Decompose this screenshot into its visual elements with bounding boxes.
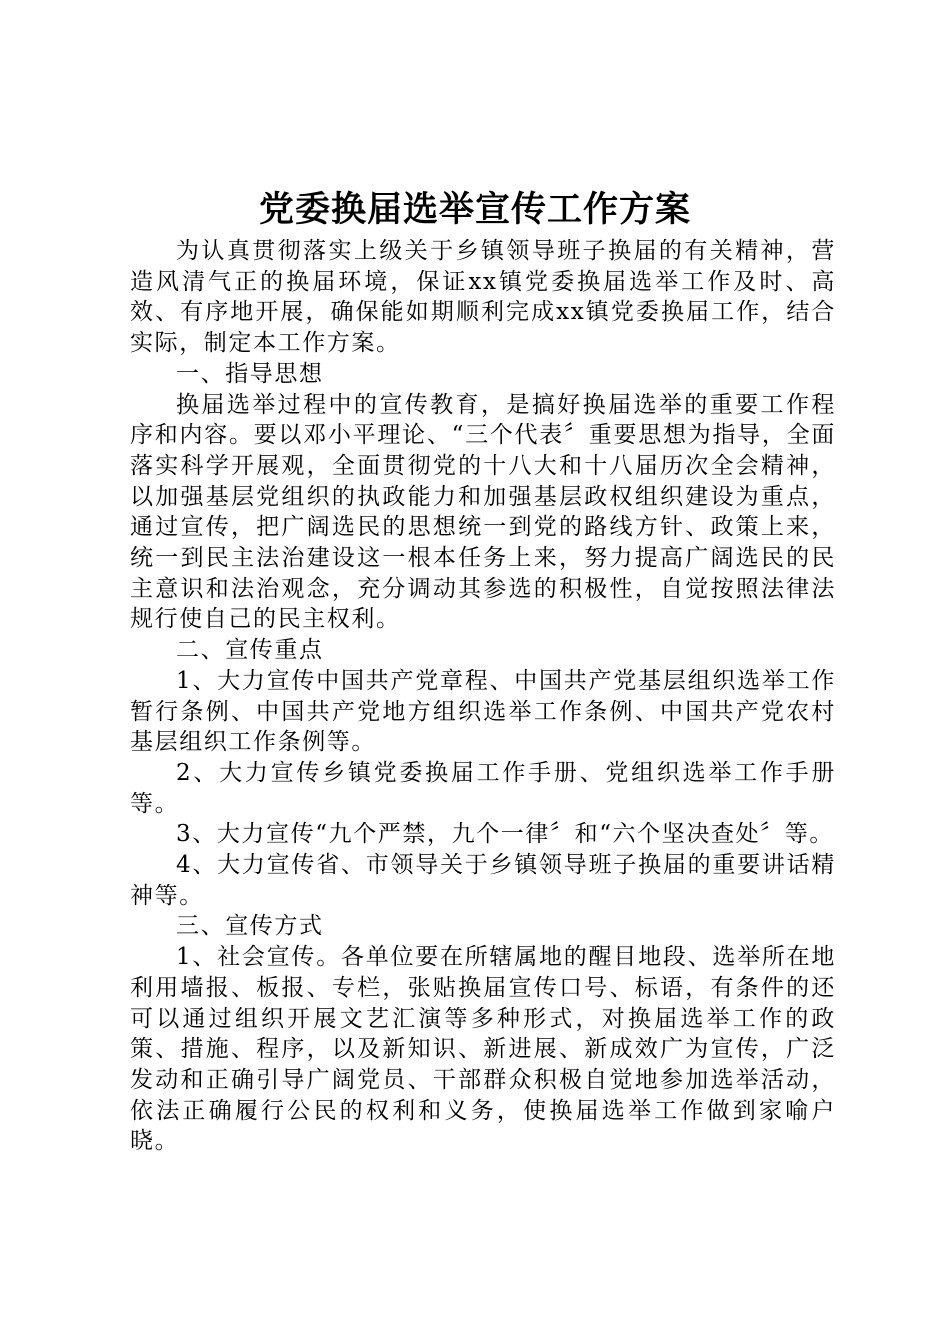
document-title: 党委换届选举宣传工作方案: [258, 189, 691, 230]
paragraph-intro: 为认真贯彻落实上级关于乡镇领导班子换届的有关精神，营造风清气正的换届环境，保证xx镇党委换届选举工作及时、高效、有序地开展，确保能如期顺利完成xx镇党委换届工作，结合实际，制定本工作方案。: [130, 238, 836, 357]
section-heading-publicity-focus: 二、宣传重点: [176, 637, 324, 664]
paragraph-focus-item-4: 4、大力宣传省、市领导关于乡镇领导班子换届的重要讲话精神等。: [130, 852, 836, 909]
document-body: [130, 236, 836, 1157]
paragraph-method-item-1: 1、社会宣传。各单位要在所辖属地的醒目地段、选举所在地利用墙报、板报、专栏，张贴换届宣传口号、标语，有条件的还可以通过组织开展文艺汇演等多种形式，对换届选举工作的政策、措施、程序，以及新知识、新进展、新成效广为宣传，广泛发动和正确引导广阔党员、干部群众积极自觉地参加选举活动，依法正确履行公民的权利和义务，使换届选举工作做到家喻户晓。: [130, 944, 836, 1155]
paragraph-guiding-ideology: 换届选举过程中的宣传教育，是搞好换届选举的重要工作程序和内容。要以邓小平理论、“三个代表〞重要思想为指导，全面落实科学开展观，全面贯彻党的十八大和十八届历次全会精神，以加强基层党组织的执政能力和加强基层政权组织建设为重点，通过宣传，把广阔选民的思想统一到党的路线方针、政策上来，统一到民主法治建设这一根本任务上来，努力提高广阔选民的民主意识和法治观念，充分调动其参选的积极性，自觉按照法律法规行使自己的民主权利。: [130, 391, 836, 633]
section-heading-publicity-methods: 三、宣传方式: [176, 913, 324, 940]
paragraph-focus-item-1: 1、大力宣传中国共产党章程、中国共产党基层组织选举工作暂行条例、中国共产党地方组织选举工作条例、中国共产党农村基层组织工作条例等。: [130, 667, 836, 756]
section-heading-guiding-ideology: 一、指导思想: [176, 360, 324, 387]
paragraph-focus-item-3: 3、大力宣传“九个严禁，九个一律〞和“六个坚决查处〞等。: [176, 821, 834, 848]
paragraph-focus-item-2: 2、大力宣传乡镇党委换届工作手册、党组织选举工作手册等。: [130, 759, 836, 817]
